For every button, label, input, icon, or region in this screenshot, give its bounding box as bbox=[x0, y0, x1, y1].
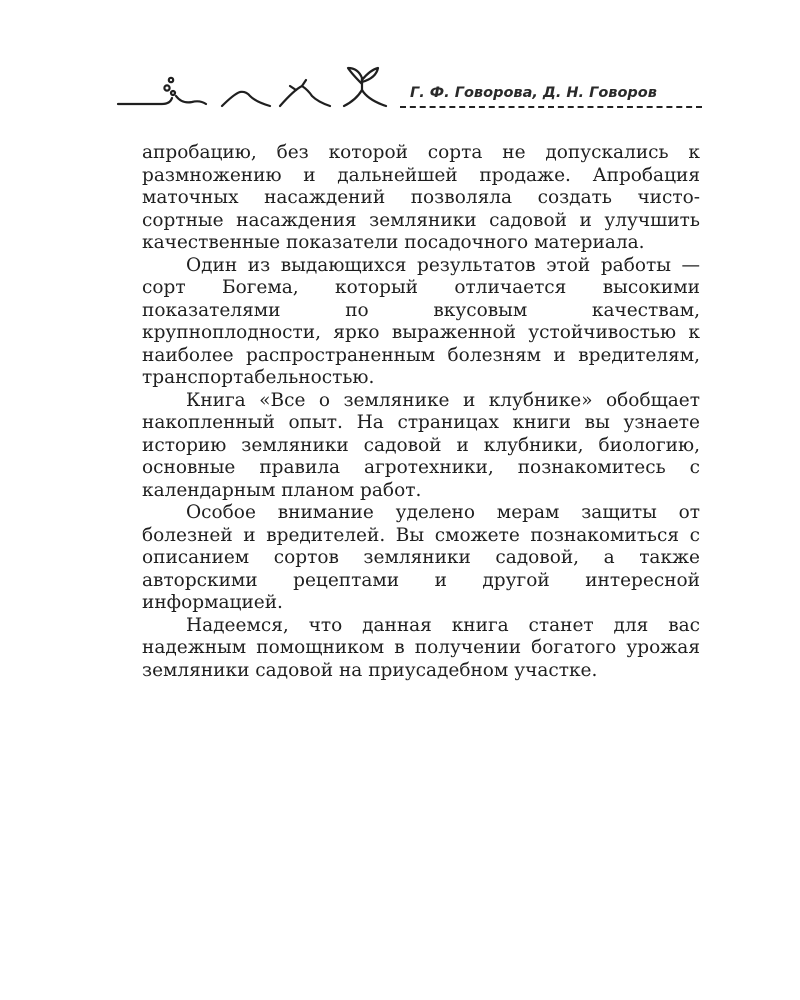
paragraph: апробацию, без которой сорта не допускались к размножению и дальнейшей продаже. Апробация маточных насаждений позволяла создать чисто-сортные насаждения земляники садовой и улучшить качественные показатели посадочного материала. bbox=[142, 142, 700, 253]
body-text bbox=[142, 142, 700, 682]
author-names: Г. Ф. Говорова, Д. Н. Говоров bbox=[410, 85, 657, 101]
running-header bbox=[0, 0, 800, 130]
paragraph: Книга «Все о землянике и клубнике» обобщает накопленный опыт. На страницах книги вы узнаете историю земляники садовой и клубники, биологию, основные правила агротехники, познакомитесь с календарным планом работ. bbox=[142, 389, 700, 501]
paragraph: Особое внимание уделено мерам защиты от болезней и вредителей. Вы сможете познакомиться с описанием сортов земляники садовой, а также авторскими рецептами и другой интересной информацией. bbox=[142, 502, 700, 613]
header-dashed-rule bbox=[400, 106, 702, 108]
paragraph: Надеемся, что данная книга станет для вас надежным помощником в получении богатого урожая земляники садовой на приусадебном участке. bbox=[142, 614, 700, 681]
seedling-growth-ornament-icon bbox=[110, 60, 410, 116]
paragraph: Один из выдающихся результатов этой работы — сорт Богема, который отличается высокими показателями по вкусовым качествам, крупноплодности, ярко выраженной устойчивостью к наиболее распространенным болезням и вредителям, транспортабельностью. bbox=[142, 254, 700, 388]
